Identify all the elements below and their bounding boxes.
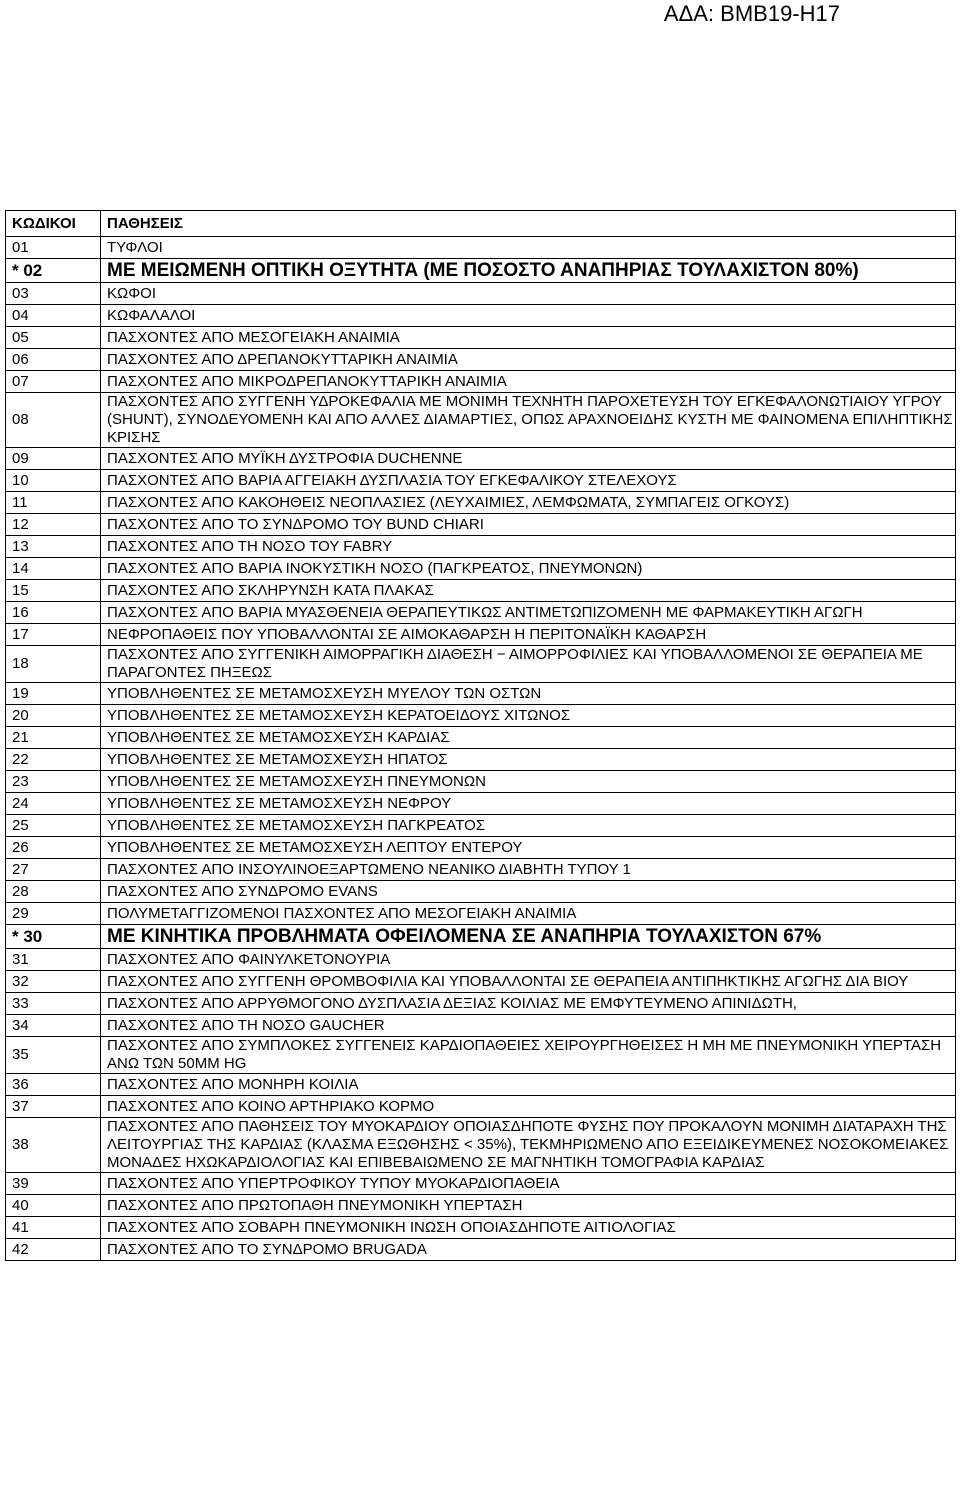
table-row bbox=[6, 305, 956, 327]
row-code: 01 bbox=[6, 237, 101, 259]
row-condition: ΤΥΦΛΟΙ bbox=[101, 237, 956, 259]
row-code: 05 bbox=[6, 327, 101, 349]
table-row bbox=[6, 925, 956, 949]
row-code: 34 bbox=[6, 1015, 101, 1037]
row-code: 24 bbox=[6, 793, 101, 815]
table-row bbox=[6, 448, 956, 470]
row-condition: ΥΠΟΒΛΗΘΕΝΤΕΣ ΣΕ ΜΕΤΑΜΟΣΧΕΥΣΗ ΗΠΑΤΟΣ bbox=[101, 749, 956, 771]
row-condition: ΠΑΣΧΟΝΤΕΣ ΑΠΟ ΥΠΕΡΤΡΟΦΙΚΟΥ ΤΥΠΟΥ ΜΥΟΚΑΡΔΙΟΠΑΘΕΙΑ bbox=[101, 1173, 956, 1195]
row-code: 18 bbox=[6, 646, 101, 683]
row-code: 29 bbox=[6, 903, 101, 925]
table-row bbox=[6, 237, 956, 259]
table-row bbox=[6, 536, 956, 558]
column-header-codes: ΚΩΔΙΚΟΙ bbox=[6, 211, 101, 237]
table-row bbox=[6, 349, 956, 371]
row-code: 08 bbox=[6, 393, 101, 448]
row-code: 23 bbox=[6, 771, 101, 793]
row-condition: ΠΑΣΧΟΝΤΕΣ ΑΠΟ ΠΡΩΤΟΠΑΘΗ ΠΝΕΥΜΟΝΙΚΗ ΥΠΕΡΤΑΣΗ bbox=[101, 1195, 956, 1217]
row-code: 12 bbox=[6, 514, 101, 536]
table-row bbox=[6, 393, 956, 448]
table-row bbox=[6, 815, 956, 837]
row-condition: ΠΑΣΧΟΝΤΕΣ ΑΠΟ ΤΟ ΣΥΝΔΡΟΜΟ BRUGADA bbox=[101, 1239, 956, 1261]
table-row bbox=[6, 1096, 956, 1118]
row-code: 32 bbox=[6, 971, 101, 993]
row-condition: ΥΠΟΒΛΗΘΕΝΤΕΣ ΣΕ ΜΕΤΑΜΟΣΧΕΥΣΗ ΚΕΡΑΤΟΕΙΔΟΥΣ ΧΙΤΩΝΟΣ bbox=[101, 705, 956, 727]
table-row bbox=[6, 683, 956, 705]
row-code: 22 bbox=[6, 749, 101, 771]
row-code: 15 bbox=[6, 580, 101, 602]
document-ada-code: ΑΔΑ: ΒΜΒ19-Η17 bbox=[663, 1, 840, 26]
table-row bbox=[6, 283, 956, 305]
conditions-table bbox=[5, 210, 956, 1261]
row-code: 21 bbox=[6, 727, 101, 749]
table-row bbox=[6, 771, 956, 793]
table-header-row bbox=[6, 211, 956, 237]
table-row bbox=[6, 793, 956, 815]
table-row bbox=[6, 971, 956, 993]
row-code: 31 bbox=[6, 949, 101, 971]
table-row bbox=[6, 1173, 956, 1195]
row-condition: ΠΑΣΧΟΝΤΕΣ ΑΠΟ ΣΥΓΓΕΝΗ ΘΡΟΜΒΟΦΙΛΙΑ ΚΑΙ ΥΠΟΒΑΛΛΟΝΤΑΙ ΣΕ ΘΕΡΑΠΕΙΑ ΑΝΤΙΠΗΚΤΙΚΗΣ ΑΓΩΓΗΣ ΔΙΑ ΒΙΟΥ bbox=[101, 971, 956, 993]
row-code: 35 bbox=[6, 1037, 101, 1074]
row-code: 19 bbox=[6, 683, 101, 705]
row-code: 14 bbox=[6, 558, 101, 580]
row-condition: ΥΠΟΒΛΗΘΕΝΤΕΣ ΣΕ ΜΕΤΑΜΟΣΧΕΥΣΗ ΠΝΕΥΜΟΝΩΝ bbox=[101, 771, 956, 793]
row-condition: ΠΑΣΧΟΝΤΕΣ ΑΠΟ ΚΟΙΝΟ ΑΡΤΗΡΙΑΚΟ ΚΟΡΜΟ bbox=[101, 1096, 956, 1118]
row-condition: ΠΑΣΧΟΝΤΕΣ ΑΠΟ ΤΗ ΝΟΣΟ ΤΟΥ FABRY bbox=[101, 536, 956, 558]
row-condition: ΚΩΦΑΛΑΛΟΙ bbox=[101, 305, 956, 327]
row-condition: ΠΑΣΧΟΝΤΕΣ ΑΠΟ ΜΕΣΟΓΕΙΑΚΗ ΑΝΑΙΜΙΑ bbox=[101, 327, 956, 349]
row-code: 20 bbox=[6, 705, 101, 727]
row-condition: ΥΠΟΒΛΗΘΕΝΤΕΣ ΣΕ ΜΕΤΑΜΟΣΧΕΥΣΗ ΝΕΦΡΟΥ bbox=[101, 793, 956, 815]
row-condition: ΥΠΟΒΛΗΘΕΝΤΕΣ ΣΕ ΜΕΤΑΜΟΣΧΕΥΣΗ ΠΑΓΚΡΕΑΤΟΣ bbox=[101, 815, 956, 837]
row-condition: ΠΑΣΧΟΝΤΕΣ ΑΠΟ ΤΗ ΝΟΣΟ GAUCHER bbox=[101, 1015, 956, 1037]
row-condition: ΝΕΦΡΟΠΑΘΕΙΣ ΠΟΥ ΥΠΟΒΑΛΛΟΝΤΑΙ ΣΕ ΑΙΜΟΚΑΘΑΡΣΗ Η ΠΕΡΙΤΟΝΑΪΚΗ ΚΑΘΑΡΣΗ bbox=[101, 624, 956, 646]
row-condition: ΠΑΣΧΟΝΤΕΣ ΑΠΟ ΚΑΚΟΗΘΕΙΣ ΝΕΟΠΛΑΣΙΕΣ (ΛΕΥΧΑΙΜΙΕΣ, ΛΕΜΦΩΜΑΤΑ, ΣΥΜΠΑΓΕΙΣ ΟΓΚΟΥΣ) bbox=[101, 492, 956, 514]
table-row bbox=[6, 602, 956, 624]
row-condition: ΠΑΣΧΟΝΤΕΣ ΑΠΟ ΣΟΒΑΡΗ ΠΝΕΥΜΟΝΙΚΗ ΙΝΩΣΗ ΟΠΟΙΑΣΔΗΠΟΤΕ ΑΙΤΙΟΛΟΓΙΑΣ bbox=[101, 1217, 956, 1239]
row-code: 38 bbox=[6, 1118, 101, 1173]
row-condition: ΠΑΣΧΟΝΤΕΣ ΑΠΟ ΤΟ ΣΥΝΔΡΟΜΟ ΤΟΥ BUND CHIARI bbox=[101, 514, 956, 536]
row-code: 17 bbox=[6, 624, 101, 646]
row-condition: ΠΑΣΧΟΝΤΕΣ ΑΠΟ ΜΟΝΗΡΗ ΚΟΙΛΙΑ bbox=[101, 1074, 956, 1096]
table-row bbox=[6, 859, 956, 881]
row-code: 27 bbox=[6, 859, 101, 881]
row-condition: ΠΑΣΧΟΝΤΕΣ ΑΠΟ ΣΚΛΗΡΥΝΣΗ ΚΑΤΑ ΠΛΑΚΑΣ bbox=[101, 580, 956, 602]
row-code: 39 bbox=[6, 1173, 101, 1195]
row-condition: ΜΕ ΚΙΝΗΤΙΚΑ ΠΡΟΒΛΗΜΑΤΑ ΟΦΕΙΛΟΜΕΝΑ ΣΕ ΑΝΑΠΗΡΙΑ ΤΟΥΛΑΧΙΣΤΟΝ 67% bbox=[101, 925, 956, 949]
row-condition: ΜΕ ΜΕΙΩΜΕΝΗ ΟΠΤΙΚΗ ΟΞΥΤΗΤΑ (ΜΕ ΠΟΣΟΣΤΟ ΑΝΑΠΗΡΙΑΣ ΤΟΥΛΑΧΙΣΤΟΝ 80%) bbox=[101, 259, 956, 283]
table-row bbox=[6, 1074, 956, 1096]
row-code: * 30 bbox=[6, 925, 101, 949]
row-condition: ΥΠΟΒΛΗΘΕΝΤΕΣ ΣΕ ΜΕΤΑΜΟΣΧΕΥΣΗ ΛΕΠΤΟΥ ΕΝΤΕΡΟΥ bbox=[101, 837, 956, 859]
table-row bbox=[6, 903, 956, 925]
table-row bbox=[6, 837, 956, 859]
row-condition: ΠΑΣΧΟΝΤΕΣ ΑΠΟ ΦΑΙΝΥΛΚΕΤΟΝΟΥΡΙΑ bbox=[101, 949, 956, 971]
row-code: 07 bbox=[6, 371, 101, 393]
row-condition: ΠΑΣΧΟΝΤΕΣ ΑΠΟ ΒΑΡΙΑ ΑΓΓΕΙΑΚΗ ΔΥΣΠΛΑΣΙΑ ΤΟΥ ΕΓΚΕΦΑΛΙΚΟΥ ΣΤΕΛΕΧΟΥΣ bbox=[101, 470, 956, 492]
row-condition: ΚΩΦΟΙ bbox=[101, 283, 956, 305]
row-code: 03 bbox=[6, 283, 101, 305]
row-condition: ΠΑΣΧΟΝΤΕΣ ΑΠΟ ΙΝΣΟΥΛΙΝΟΕΞΑΡΤΩΜΕΝΟ ΝΕΑΝΙΚΟ ΔΙΑΒΗΤΗ ΤΥΠΟΥ 1 bbox=[101, 859, 956, 881]
table-row bbox=[6, 1037, 956, 1074]
row-condition: ΠΑΣΧΟΝΤΕΣ ΑΠΟ ΣΥΝΔΡΟΜΟ EVANS bbox=[101, 881, 956, 903]
table-row bbox=[6, 993, 956, 1015]
row-code: 11 bbox=[6, 492, 101, 514]
table-row bbox=[6, 259, 956, 283]
row-condition: ΥΠΟΒΛΗΘΕΝΤΕΣ ΣΕ ΜΕΤΑΜΟΣΧΕΥΣΗ ΜΥΕΛΟΥ ΤΩΝ ΟΣΤΩΝ bbox=[101, 683, 956, 705]
row-condition: ΠΑΣΧΟΝΤΕΣ ΑΠΟ ΠΑΘΗΣΕΙΣ ΤΟΥ ΜΥΟΚΑΡΔΙΟΥ ΟΠΟΙΑΣΔΗΠΟΤΕ ΦΥΣΗΣ ΠΟΥ ΠΡΟΚΑΛΟΥΝ ΜΟΝΙΜΗ ΔΙΑΤΑΡΑΧΗ ΤΗΣ ΛΕΙΤΟΥΡΓΙΑΣ ΤΗΣ ΚΑΡΔΙΑΣ (ΚΛΑΣΜΑ ΕΞΩΘΗΣΗΣ < 35%), ΤΕΚΜΗΡΙΩΜΕΝΟ ΑΠΟ ΕΞΕΙΔΙΚΕΥΜΕΝΕΣ ΝΟΣΟΚΟΜΕΙΑΚΕΣ ΜΟΝΑΔΕΣ ΗΧΩΚΑΡΔΙΟΛΟΓΙΑΣ ΚΑΙ ΕΠΙΒΕΒΑΙΩΜΕΝΟ ΣΕ ΜΑΓΝΗΤΙΚΗ ΤΟΜΟΓΡΑΦΙΑ ΚΑΡΔΙΑΣ bbox=[101, 1118, 956, 1173]
row-condition: ΥΠΟΒΛΗΘΕΝΤΕΣ ΣΕ ΜΕΤΑΜΟΣΧΕΥΣΗ ΚΑΡΔΙΑΣ bbox=[101, 727, 956, 749]
row-condition: ΠΑΣΧΟΝΤΕΣ ΑΠΟ ΣΥΓΓΕΝΗ ΥΔΡΟΚΕΦΑΛΙΑ ΜΕ ΜΟΝΙΜΗ ΤΕΧΝΗΤΗ ΠΑΡΟΧΕΤΕΥΣΗ ΤΟΥ ΕΓΚΕΦΑΛΟΝΩΤΙΑΙΟΥ ΥΓΡΟΥ (SHUNT), ΣΥΝΟΔΕΥΟΜΕΝΗ ΚΑΙ ΑΠΟ ΑΛΛΕΣ ΔΙΑΜΑΡΤΙΕΣ, ΟΠΩΣ ΑΡΑΧΝΟΕΙΔΗΣ ΚΥΣΤΗ ΜΕ ΦΑΙΝΟΜΕΝΑ ΕΠΙΛΗΠΤΙΚΗΣ ΚΡΙΣΗΣ bbox=[101, 393, 956, 448]
table-row bbox=[6, 646, 956, 683]
row-condition: ΠΑΣΧΟΝΤΕΣ ΑΠΟ ΒΑΡΙΑ ΙΝΟΚΥΣΤΙΚΗ ΝΟΣΟ (ΠΑΓΚΡΕΑΤΟΣ, ΠΝΕΥΜΟΝΩΝ) bbox=[101, 558, 956, 580]
table-row bbox=[6, 1217, 956, 1239]
row-code: 40 bbox=[6, 1195, 101, 1217]
table-row bbox=[6, 727, 956, 749]
table-row bbox=[6, 371, 956, 393]
row-code: 42 bbox=[6, 1239, 101, 1261]
row-code: 36 bbox=[6, 1074, 101, 1096]
table-row bbox=[6, 1118, 956, 1173]
row-code: 04 bbox=[6, 305, 101, 327]
row-code: 09 bbox=[6, 448, 101, 470]
row-condition: ΠΑΣΧΟΝΤΕΣ ΑΠΟ ΒΑΡΙΑ ΜΥΑΣΘΕΝΕΙΑ ΘΕΡΑΠΕΥΤΙΚΩΣ ΑΝΤΙΜΕΤΩΠΙΖΟΜΕΝΗ ΜΕ ΦΑΡΜΑΚΕΥΤΙΚΗ ΑΓΩΓΗ bbox=[101, 602, 956, 624]
table-row bbox=[6, 558, 956, 580]
table-row bbox=[6, 705, 956, 727]
row-code: 33 bbox=[6, 993, 101, 1015]
row-code: 37 bbox=[6, 1096, 101, 1118]
row-condition: ΠΟΛΥΜΕΤΑΓΓΙΖΟΜΕΝΟΙ ΠΑΣΧΟΝΤΕΣ ΑΠΟ ΜΕΣΟΓΕΙΑΚΗ ΑΝΑΙΜΙΑ bbox=[101, 903, 956, 925]
row-code: 06 bbox=[6, 349, 101, 371]
table-row bbox=[6, 327, 956, 349]
table-row bbox=[6, 580, 956, 602]
column-header-conditions: ΠΑΘΗΣΕΙΣ bbox=[101, 211, 956, 237]
row-condition: ΠΑΣΧΟΝΤΕΣ ΑΠΟ ΜΥΪΚΗ ΔΥΣΤΡΟΦΙΑ DUCHENNE bbox=[101, 448, 956, 470]
row-code: 16 bbox=[6, 602, 101, 624]
table-row bbox=[6, 749, 956, 771]
row-condition: ΠΑΣΧΟΝΤΕΣ ΑΠΟ ΑΡΡΥΘΜΟΓΟΝΟ ΔΥΣΠΛΑΣΙΑ ΔΕΞΙΑΣ ΚΟΙΛΙΑΣ ΜΕ ΕΜΦΥΤΕΥΜΕΝΟ ΑΠΙΝΙΔΩΤΗ, bbox=[101, 993, 956, 1015]
table-row bbox=[6, 881, 956, 903]
row-code: 26 bbox=[6, 837, 101, 859]
row-condition: ΠΑΣΧΟΝΤΕΣ ΑΠΟ ΣΥΜΠΛΟΚΕΣ ΣΥΓΓΕΝΕΙΣ ΚΑΡΔΙΟΠΑΘΕΙΕΣ ΧΕΙΡΟΥΡΓΗΘΕΙΣΕΣ Η ΜΗ ΜΕ ΠΝΕΥΜΟΝΙΚΗ ΥΠΕΡΤΑΣΗ ΑΝΩ ΤΩΝ 50ΜΜ HG bbox=[101, 1037, 956, 1074]
row-code: 13 bbox=[6, 536, 101, 558]
table-row bbox=[6, 949, 956, 971]
row-code: 41 bbox=[6, 1217, 101, 1239]
row-condition: ΠΑΣΧΟΝΤΕΣ ΑΠΟ ΣΥΓΓΕΝΙΚΗ ΑΙΜΟΡΡΑΓΙΚΗ ΔΙΑΘΕΣΗ − ΑΙΜΟΡΡΟΦΙΛΙΕΣ ΚΑΙ ΥΠΟΒΑΛΛΟΜΕΝΟΙ ΣΕ ΘΕΡΑΠΕΙΑ ΜΕ ΠΑΡΑΓΟΝΤΕΣ ΠΗΞΕΩΣ bbox=[101, 646, 956, 683]
table-row bbox=[6, 624, 956, 646]
row-code: 10 bbox=[6, 470, 101, 492]
table-row bbox=[6, 470, 956, 492]
row-code: 25 bbox=[6, 815, 101, 837]
table-row bbox=[6, 1195, 956, 1217]
row-condition: ΠΑΣΧΟΝΤΕΣ ΑΠΟ ΔΡΕΠΑΝΟΚΥΤΤΑΡΙΚΗ ΑΝΑΙΜΙΑ bbox=[101, 349, 956, 371]
table-row bbox=[6, 1015, 956, 1037]
table-row bbox=[6, 492, 956, 514]
row-condition: ΠΑΣΧΟΝΤΕΣ ΑΠΟ ΜΙΚΡΟΔΡΕΠΑΝΟΚΥΤΤΑΡΙΚΗ ΑΝΑΙΜΙΑ bbox=[101, 371, 956, 393]
row-code: 28 bbox=[6, 881, 101, 903]
table-row bbox=[6, 1239, 956, 1261]
table-row bbox=[6, 514, 956, 536]
row-code: * 02 bbox=[6, 259, 101, 283]
